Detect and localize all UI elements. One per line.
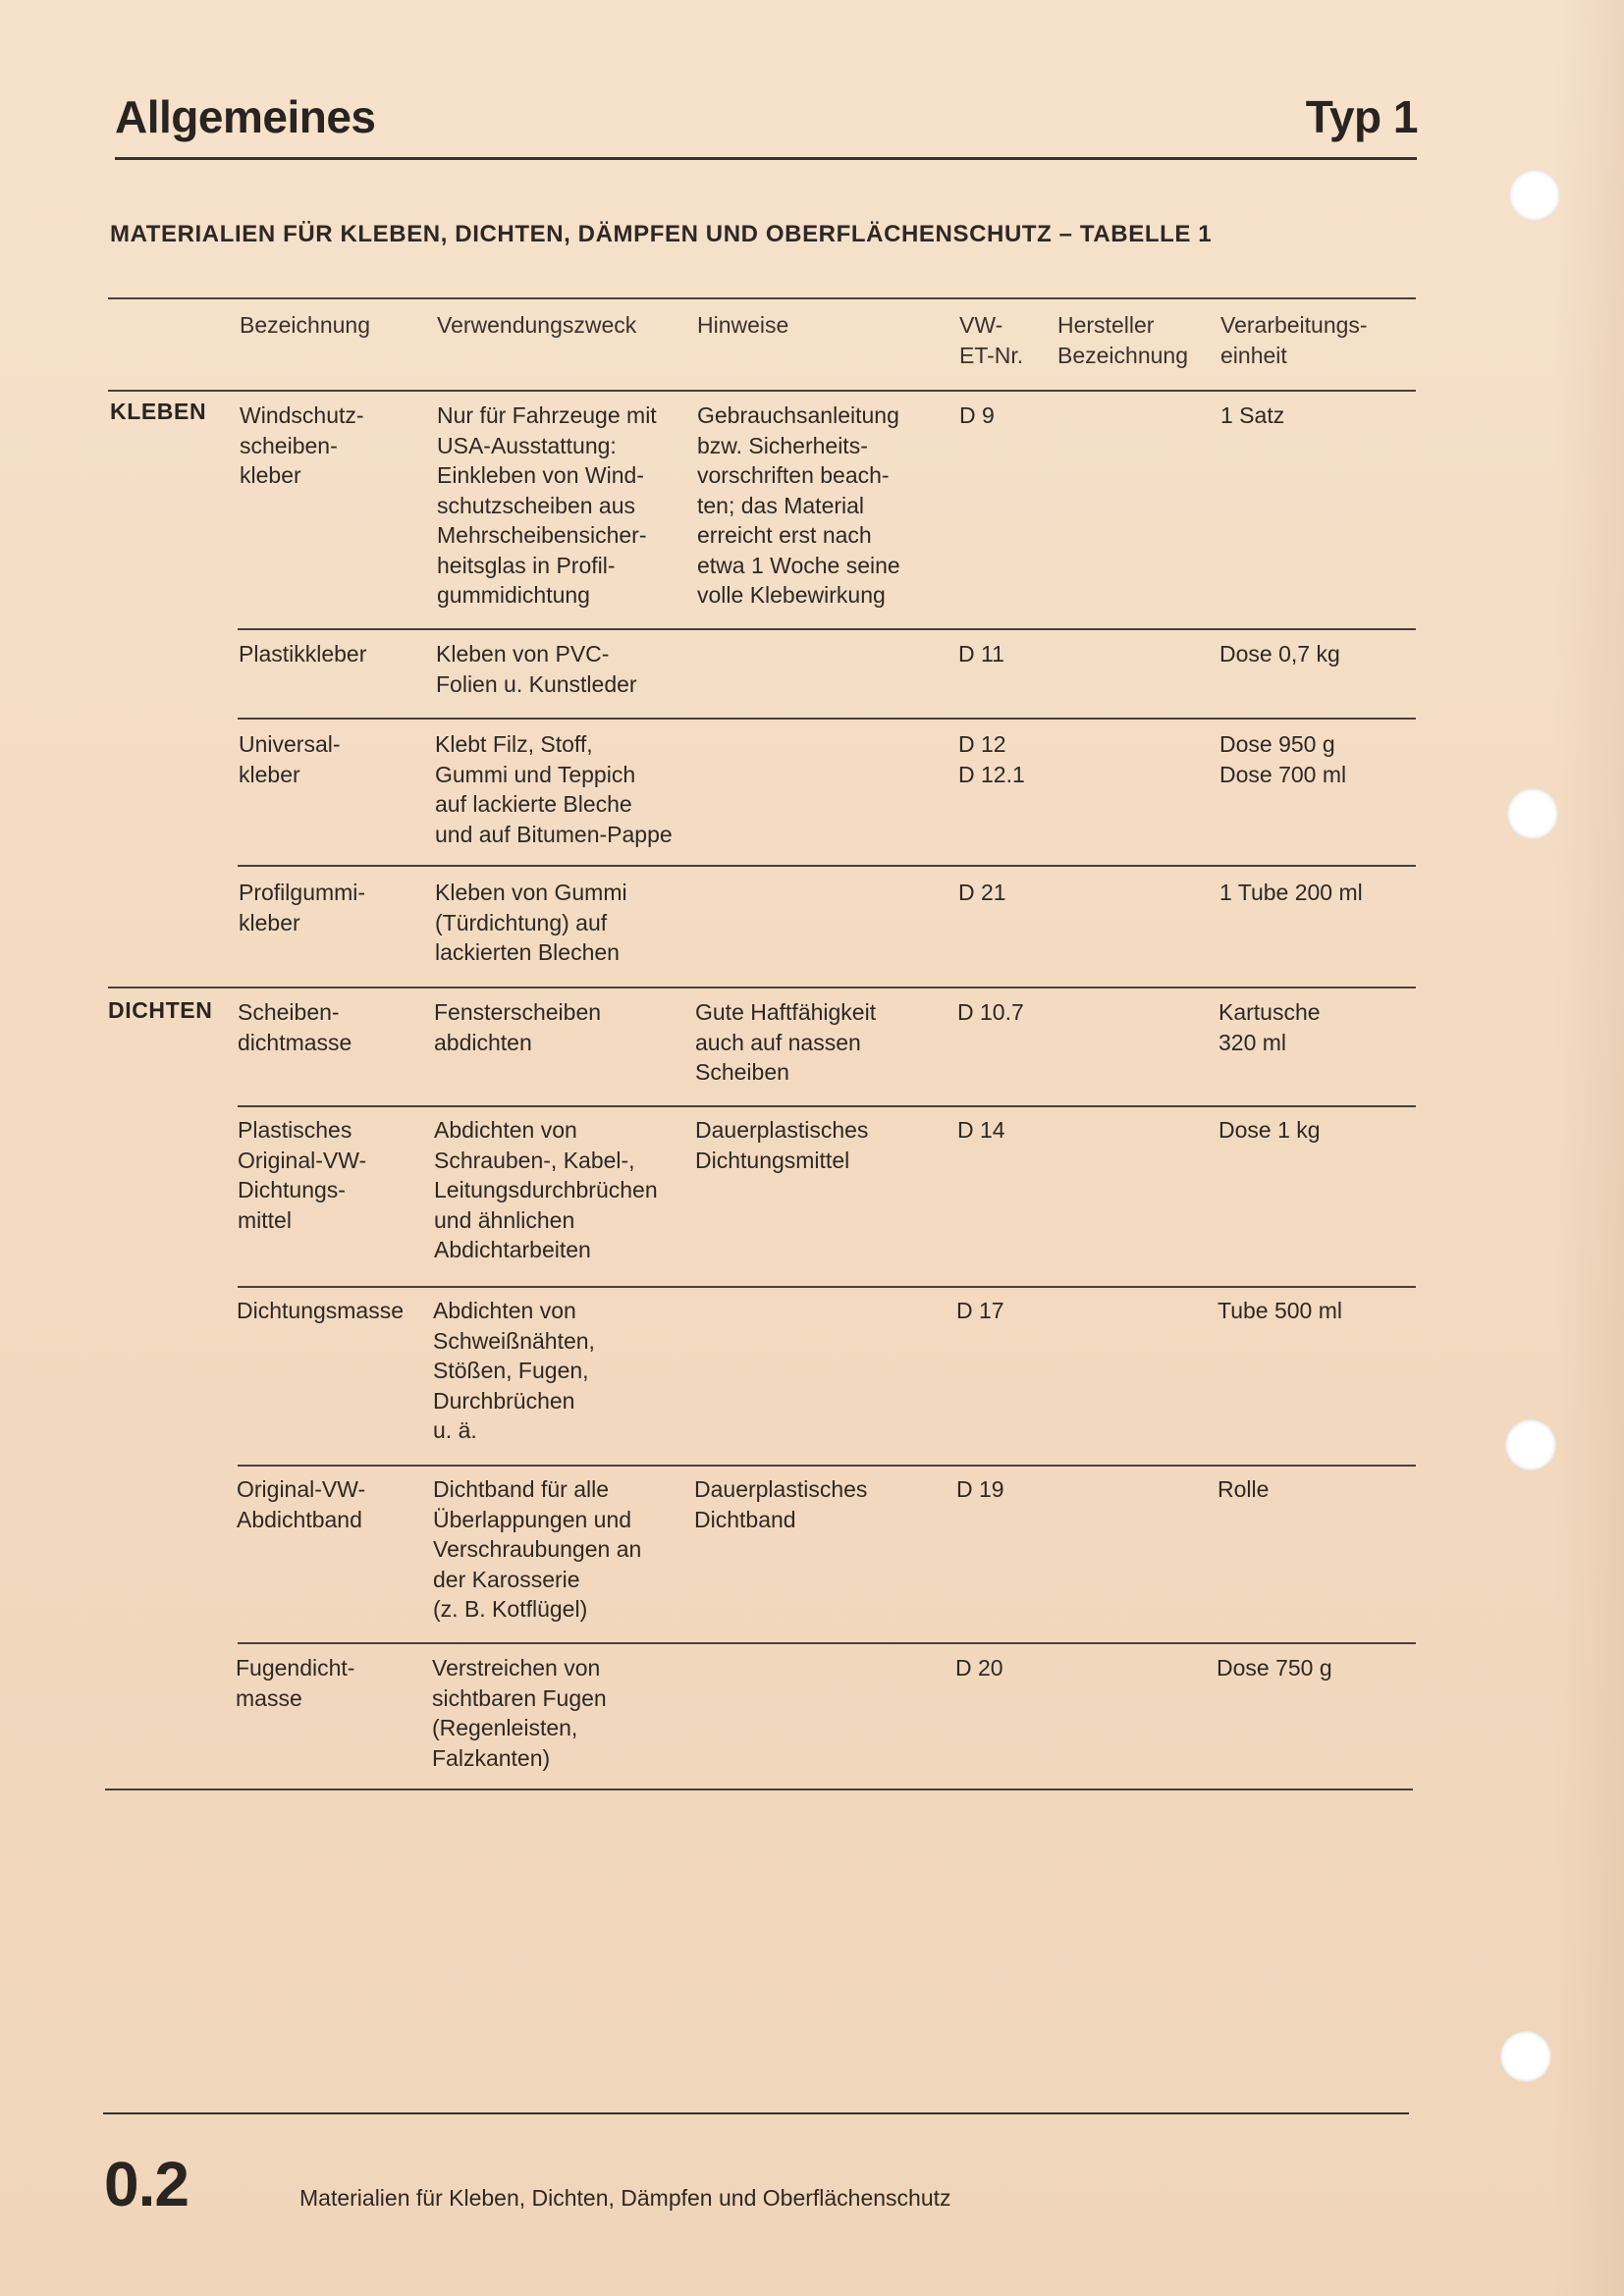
row-6-hinweise: Dauerplastisches Dichtungsmittel [695, 1117, 869, 1173]
row-divider-3 [238, 865, 1416, 867]
row-7-bezeichnung: Dichtungsmasse [237, 1298, 405, 1323]
row-3-verwendung: Klebt Filz, Stoff, Gummi und Teppich auf lackierte Bleche und auf Bitumen-Pappe [435, 731, 673, 847]
row-1-hinweise: Gebrauchsanleitung bzw. Sicherheits- vorschriften beach- ten; das Material erreicht erst nach etwa 1 Woche seine volle Klebewirkung [697, 402, 900, 608]
page-edge-shadow [1555, 0, 1624, 2296]
table-bottom-rule [105, 1789, 1413, 1790]
row-8-et-nr: D 19 [956, 1476, 1004, 1502]
column-header-hinweise: Hinweise [697, 312, 789, 338]
column-header-bezeichnung: Bezeichnung [240, 312, 370, 338]
page-header-type: Typ 1 [1305, 91, 1418, 142]
header-bottom-rule [108, 390, 1416, 392]
row-2-bezeichnung: Plastikkleber [239, 641, 367, 667]
row-6-verwendung: Abdichten von Schrauben-, Kabel-, Leitungsdurchbrüchen und ähnlichen Abdichtarbeiten [434, 1117, 658, 1262]
row-3-bezeichnung: Universal- kleber [239, 731, 341, 787]
row-4-et-nr: D 21 [958, 880, 1006, 905]
page-header-section: Allgemeines [115, 91, 376, 142]
row-divider-2 [238, 718, 1416, 720]
column-header-einheit: Verarbeitungs- einheit [1220, 312, 1368, 368]
row-divider-1 [238, 628, 1416, 630]
table-title: MATERIALIEN FÜR KLEBEN, DICHTEN, DÄMPFEN UND OBERFLÄCHENSCHUTZ – TABELLE 1 [110, 221, 1213, 247]
row-5-et-nr: D 10.7 [957, 999, 1024, 1025]
punch-hole-2 [1507, 788, 1558, 839]
group-label-dichten: DICHTEN [108, 997, 213, 1023]
footer-divider [103, 2112, 1409, 2114]
row-1-bezeichnung: Windschutz- scheiben- kleber [240, 402, 364, 488]
row-1-verwendung: Nur für Fahrzeuge mit USA-Ausstattung: Einkleben von Wind- schutzscheiben aus Mehrscheibensicher- heitsglas in Profil- gummidichtung [437, 402, 657, 608]
table-top-rule [108, 297, 1416, 299]
column-header-hersteller: Hersteller Bezeichnung [1057, 312, 1188, 368]
header-divider [115, 157, 1417, 160]
row-7-einheit: Tube 500 ml [1218, 1298, 1342, 1323]
row-4-verwendung: Kleben von Gummi (Türdichtung) auf lackierten Blechen [435, 880, 627, 965]
row-5-einheit: Kartusche 320 ml [1218, 999, 1321, 1055]
row-divider-7 [238, 1465, 1416, 1467]
row-divider-5 [238, 1105, 1416, 1107]
row-2-einheit: Dose 0,7 kg [1219, 641, 1340, 667]
row-8-hinweise: Dauerplastisches Dichtband [694, 1476, 868, 1532]
row-9-einheit: Dose 750 g [1217, 1655, 1332, 1681]
row-6-einheit: Dose 1 kg [1218, 1117, 1321, 1143]
column-header-verwendungszweck: Verwendungszweck [437, 312, 637, 338]
row-5-hinweise: Gute Haftfähigkeit auch auf nassen Scheiben [695, 999, 877, 1085]
row-9-et-nr: D 20 [955, 1655, 1003, 1681]
page-number: 0.2 [104, 2149, 189, 2219]
row-4-einheit: 1 Tube 200 ml [1219, 880, 1363, 905]
row-9-verwendung: Verstreichen von sichtbaren Fugen (Regenleisten, Falzkanten) [432, 1655, 607, 1771]
row-6-et-nr: D 14 [957, 1117, 1005, 1143]
punch-hole-3 [1505, 1419, 1556, 1470]
row-divider-8 [238, 1642, 1416, 1644]
row-4-bezeichnung: Profilgummi- kleber [239, 880, 366, 935]
row-9-bezeichnung: Fugendicht- masse [236, 1655, 355, 1711]
row-3-einheit: Dose 950 g Dose 700 ml [1219, 731, 1347, 787]
row-1-et-nr: D 9 [959, 402, 995, 428]
row-5-verwendung: Fensterscheiben abdichten [434, 999, 602, 1055]
punch-hole-1 [1509, 170, 1560, 221]
group-label-kleben: KLEBEN [110, 399, 207, 424]
row-divider-6 [238, 1286, 1416, 1288]
row-7-verwendung: Abdichten von Schweißnähten, Stößen, Fugen, Durchbrüchen u. ä. [433, 1298, 595, 1443]
row-8-verwendung: Dichtband für alle Überlappungen und Verschraubungen an der Karosserie (z. B. Kotflügel) [433, 1476, 642, 1622]
row-3-et-nr: D 12 D 12.1 [958, 731, 1025, 787]
row-8-bezeichnung: Original-VW- Abdichtband [237, 1476, 366, 1532]
footer-caption: Materialien für Kleben, Dichten, Dämpfen und Oberflächenschutz [299, 2185, 951, 2211]
row-8-einheit: Rolle [1218, 1476, 1270, 1502]
group-divider-dichten [108, 987, 1416, 988]
row-7-et-nr: D 17 [956, 1298, 1004, 1323]
row-5-bezeichnung: Scheiben- dichtmasse [238, 999, 352, 1055]
row-1-einheit: 1 Satz [1220, 402, 1285, 428]
row-2-et-nr: D 11 [958, 641, 1004, 667]
row-6-bezeichnung: Plastisches Original-VW- Dichtungs- mittel [238, 1117, 367, 1233]
punch-hole-4 [1500, 2031, 1551, 2082]
column-header-et-nr: VW- ET-Nr. [959, 312, 1024, 368]
row-2-verwendung: Kleben von PVC- Folien u. Kunstleder [436, 641, 637, 697]
